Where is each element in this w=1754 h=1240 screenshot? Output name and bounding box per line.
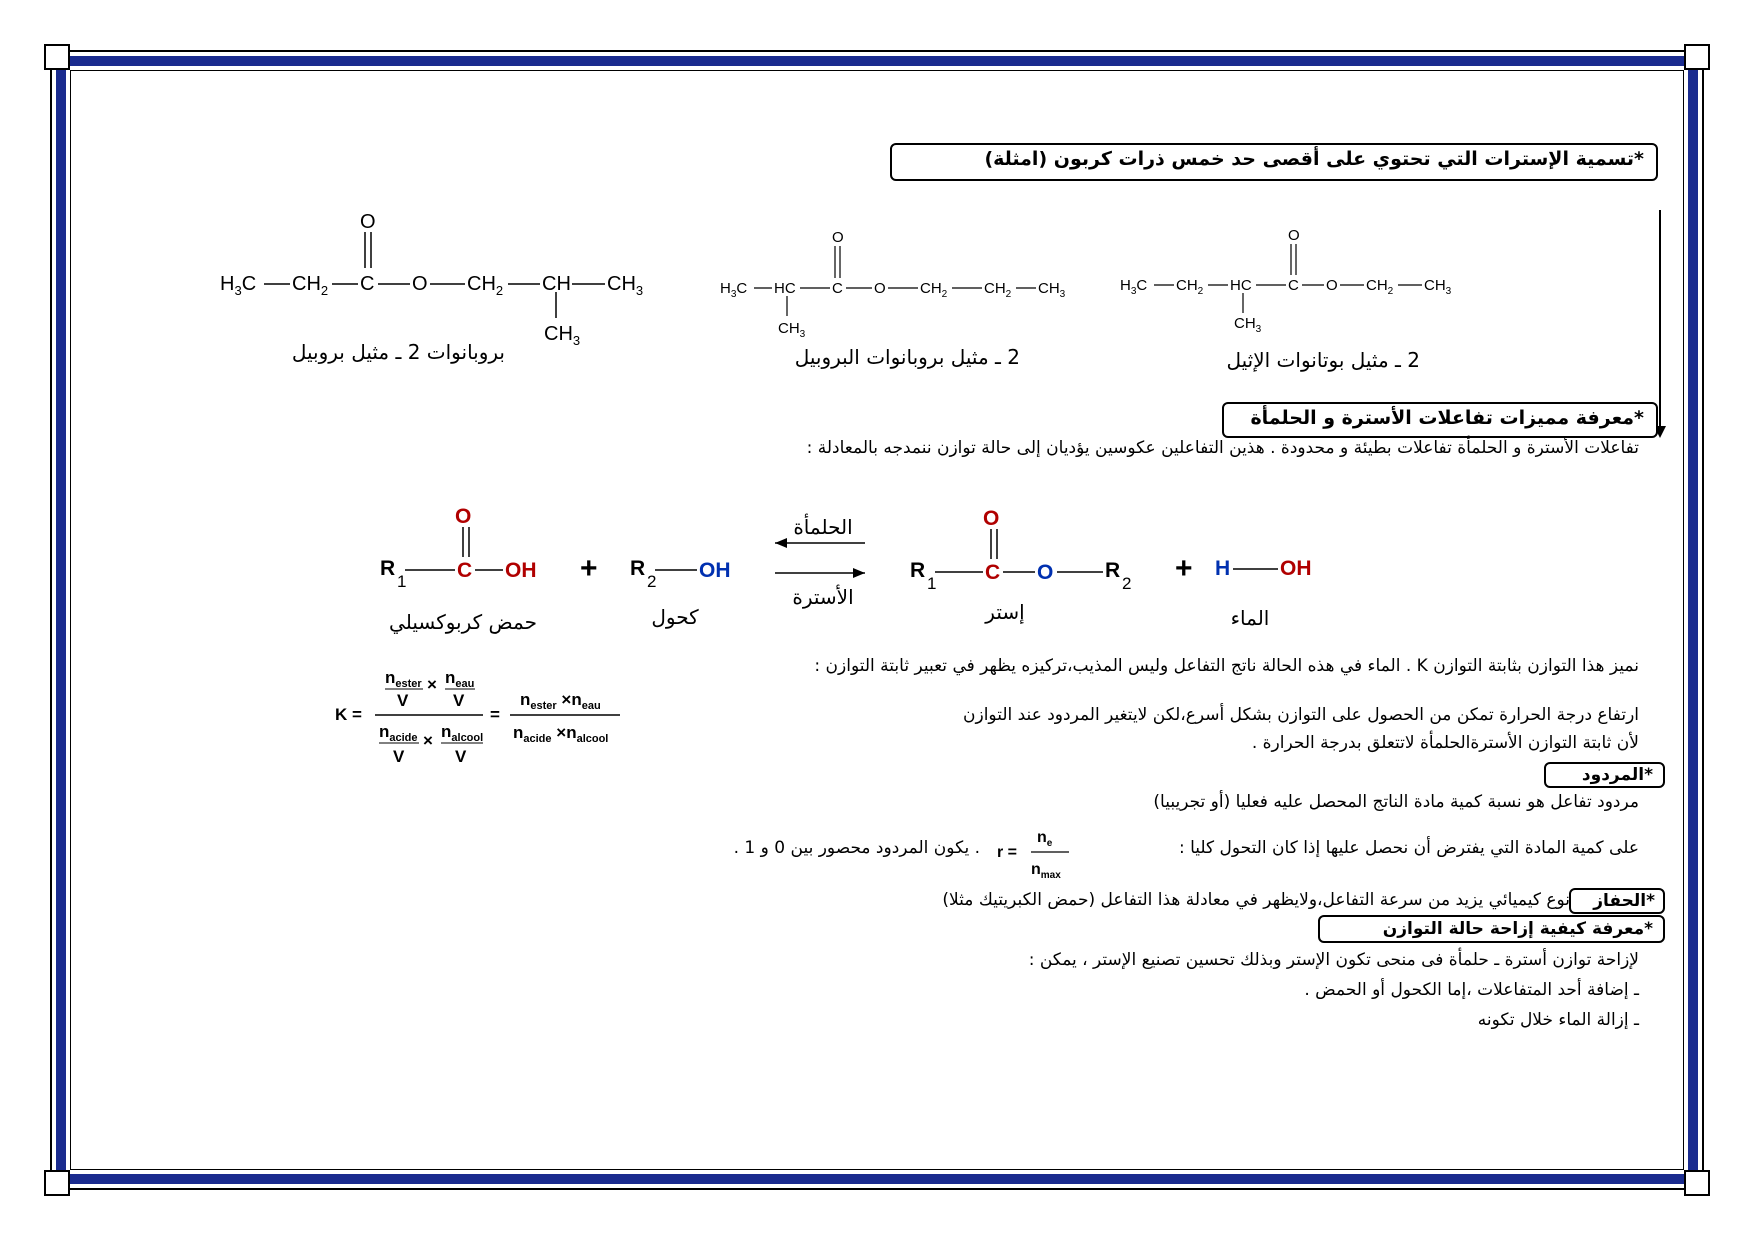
intro-line: تفاعلات الأسترة و الحلمأة تفاعلات بطيئة و محدودة . هذين التفاعلين عكوسين يؤديان إلى حالة توازن ننمدجه بالمعادلة : [806,438,1639,458]
k-formula [335,660,635,775]
svg-text:nester: $n_{ester}$ [385,668,422,690]
svg-text:C: C [360,273,375,295]
arrow-label-esterification: الأسترة [792,585,854,609]
svg-text:1: 1 [397,572,407,591]
svg-text:V: V [453,691,465,710]
ester-label: إستر [985,600,1025,624]
svg-text:CH3: $CH_3$ [1424,277,1452,297]
svg-text:OH: OH [699,559,731,582]
svg-text:nmax: $n_{max}$ [1031,861,1061,881]
svg-text:C: C [985,561,1001,584]
svg-text:nalcool: $n_{alcool}$ [441,722,484,744]
catalyst-text: نوع كيميائي يزيد من سرعة التفاعل،ولايظهر في معادلة هذا التفاعل (حمض الكبريتيك مثلا) [942,890,1570,910]
svg-text:O: O [360,211,376,233]
svg-text:+: + [580,552,598,585]
svg-text:O: O [1288,228,1300,244]
shift-line-3: ـ إزالة الماء خلال تكونه [1477,1010,1639,1030]
svg-text:K =: K = [335,705,362,724]
frame-corner-br [1684,1170,1710,1196]
section-title-yield: *المردود [1544,762,1665,788]
svg-text:2: 2 [647,572,657,591]
svg-text:O: O [1037,561,1054,584]
arrow-label-hydrolysis: الحلمأة [793,515,853,539]
svg-text:V: V [393,747,405,766]
svg-text:C: C [1288,277,1299,294]
yield-line-1: مردود تفاعل هو نسبة كمية مادة الناتج المحصل عليه فعليا (أو تجريبيا) [1153,792,1639,812]
section-title-catalyst: *الحفاز [1569,888,1665,914]
svg-text:+: + [1175,552,1193,585]
svg-text:O: O [455,505,472,528]
section-title-reactions: *معرفة مميزات تفاعلات الأسترة و الحلمأة [1222,402,1658,438]
svg-text:HC: HC [1230,277,1252,294]
acid-label: حمض كربوكسيلي [389,610,537,634]
frame-corner-bl [44,1170,70,1196]
svg-text:CH2: $CH_2$ [292,273,329,298]
svg-text:CH2: $CH_2$ [920,280,948,300]
water-label: الماء [1230,606,1270,630]
r-formula [995,822,1075,884]
svg-text:CH3: $CH_3$ [778,320,806,338]
shift-line-1: لإزاحة توازن أسترة ـ حلمأة فى منحى تكون الإستر وبذلك تحسين تصنيع الإستر ، يمكن : [1028,950,1639,970]
svg-text:CH2: $CH_2$ [1366,277,1394,297]
svg-text:CH2: $CH_2$ [467,273,504,298]
k-constant-line: نميز هذا التوازن بثابتة التوازن K . الماء في هذه الحالة ناتج التفاعل وليس المذيب،تركيزه يظهر في تعبير ثابتة التوازن : [814,656,1639,676]
svg-text:O: O [1326,277,1338,294]
svg-text:nester ×neau: $n_{ester} \times n_{eau}$ [520,690,601,712]
svg-text:r =: r = [997,844,1018,861]
svg-text:R: R [380,557,396,580]
svg-text:C: C [457,559,473,582]
svg-text:nacide: $n_{acide}$ [379,722,418,744]
svg-text:O: O [412,273,428,295]
svg-text:R: R [910,559,926,582]
molecule-3-structure [1120,228,1480,338]
yield-range-text: . يكون المردود محصور بين 0 و 1 . [733,838,980,858]
molecule-2-structure [720,228,1080,338]
molecule-3-name: 2 ـ مثيل بوتانوات الإثيل [1226,348,1420,372]
svg-text:×: × [423,731,433,750]
svg-text:H3C: $H_3C$ [720,280,748,300]
svg-text:OH: OH [1280,557,1312,580]
molecule-2-name: 2 ـ مثيل بروبانوات البروبيل [794,345,1020,369]
svg-text:H3C: $H_3C$ [220,273,257,298]
svg-text:1: 1 [927,574,937,593]
svg-text:CH2: $CH_2$ [1176,277,1204,297]
svg-text:O: O [832,229,844,246]
section-title-esters: *تسمية الإسترات التي تحتوي على أقصى حد خمس ذرات كربون (امثلة) [890,143,1658,181]
svg-text:=: = [490,705,500,724]
svg-text:O: O [874,280,886,297]
svg-text:neau: $n_{eau}$ [445,668,475,690]
svg-text:R: R [630,557,646,580]
svg-text:R: R [1105,559,1121,582]
svg-text:CH: CH [542,273,571,295]
svg-text:CH3: $CH_3$ [1038,280,1066,300]
svg-text:V: V [397,691,409,710]
alcohol-label: كحول [651,605,699,629]
svg-text:nacide ×nalcool: $n_{acide} \times n_{alcool}$ [513,723,609,745]
svg-text:2: 2 [1122,574,1132,593]
svg-text:OH: OH [505,559,537,582]
svg-text:CH3: $CH_3$ [544,323,581,348]
molecule-1-name: بروبانوات 2 ـ مثيل بروبيل [291,340,505,364]
frame-corner-tr [1684,44,1710,70]
svg-text:CH3: $CH_3$ [607,273,644,298]
svg-text:ne: $n_e$ [1037,829,1053,849]
molecule-1-structure [220,210,660,350]
svg-text:HC: HC [774,280,796,297]
svg-text:×: × [427,675,437,694]
svg-text:V: V [455,747,467,766]
yield-line-2: على كمية المادة التي يفترض أن نحصل عليها إذا كان التحول كليا : [1178,838,1639,858]
temperature-line-2: لأن ثابتة التوازن الأسترةالحلمأة لاتتعلق بدرجة الحرارة . [1251,733,1639,753]
svg-text:O: O [983,507,1000,530]
svg-text:H3C: $H_3C$ [1120,277,1148,297]
svg-text:H: H [1215,557,1231,580]
temperature-line-1: ارتفاع درجة الحرارة تمكن من الحصول على التوازن بشكل أسرع،لكن لايتغير المردود عند التوازن [963,705,1639,725]
svg-text:CH2: $CH_2$ [984,280,1012,300]
shift-line-2: ـ إضافة أحد المتفاعلات ،إما الكحول أو الحمض . [1304,980,1639,1000]
section-title-shift: *معرفة كيفية إزاحة حالة التوازن [1318,915,1665,943]
svg-text:C: C [832,280,843,297]
frame-corner-tl [44,44,70,70]
svg-text:CH3: $CH_3$ [1234,315,1262,335]
